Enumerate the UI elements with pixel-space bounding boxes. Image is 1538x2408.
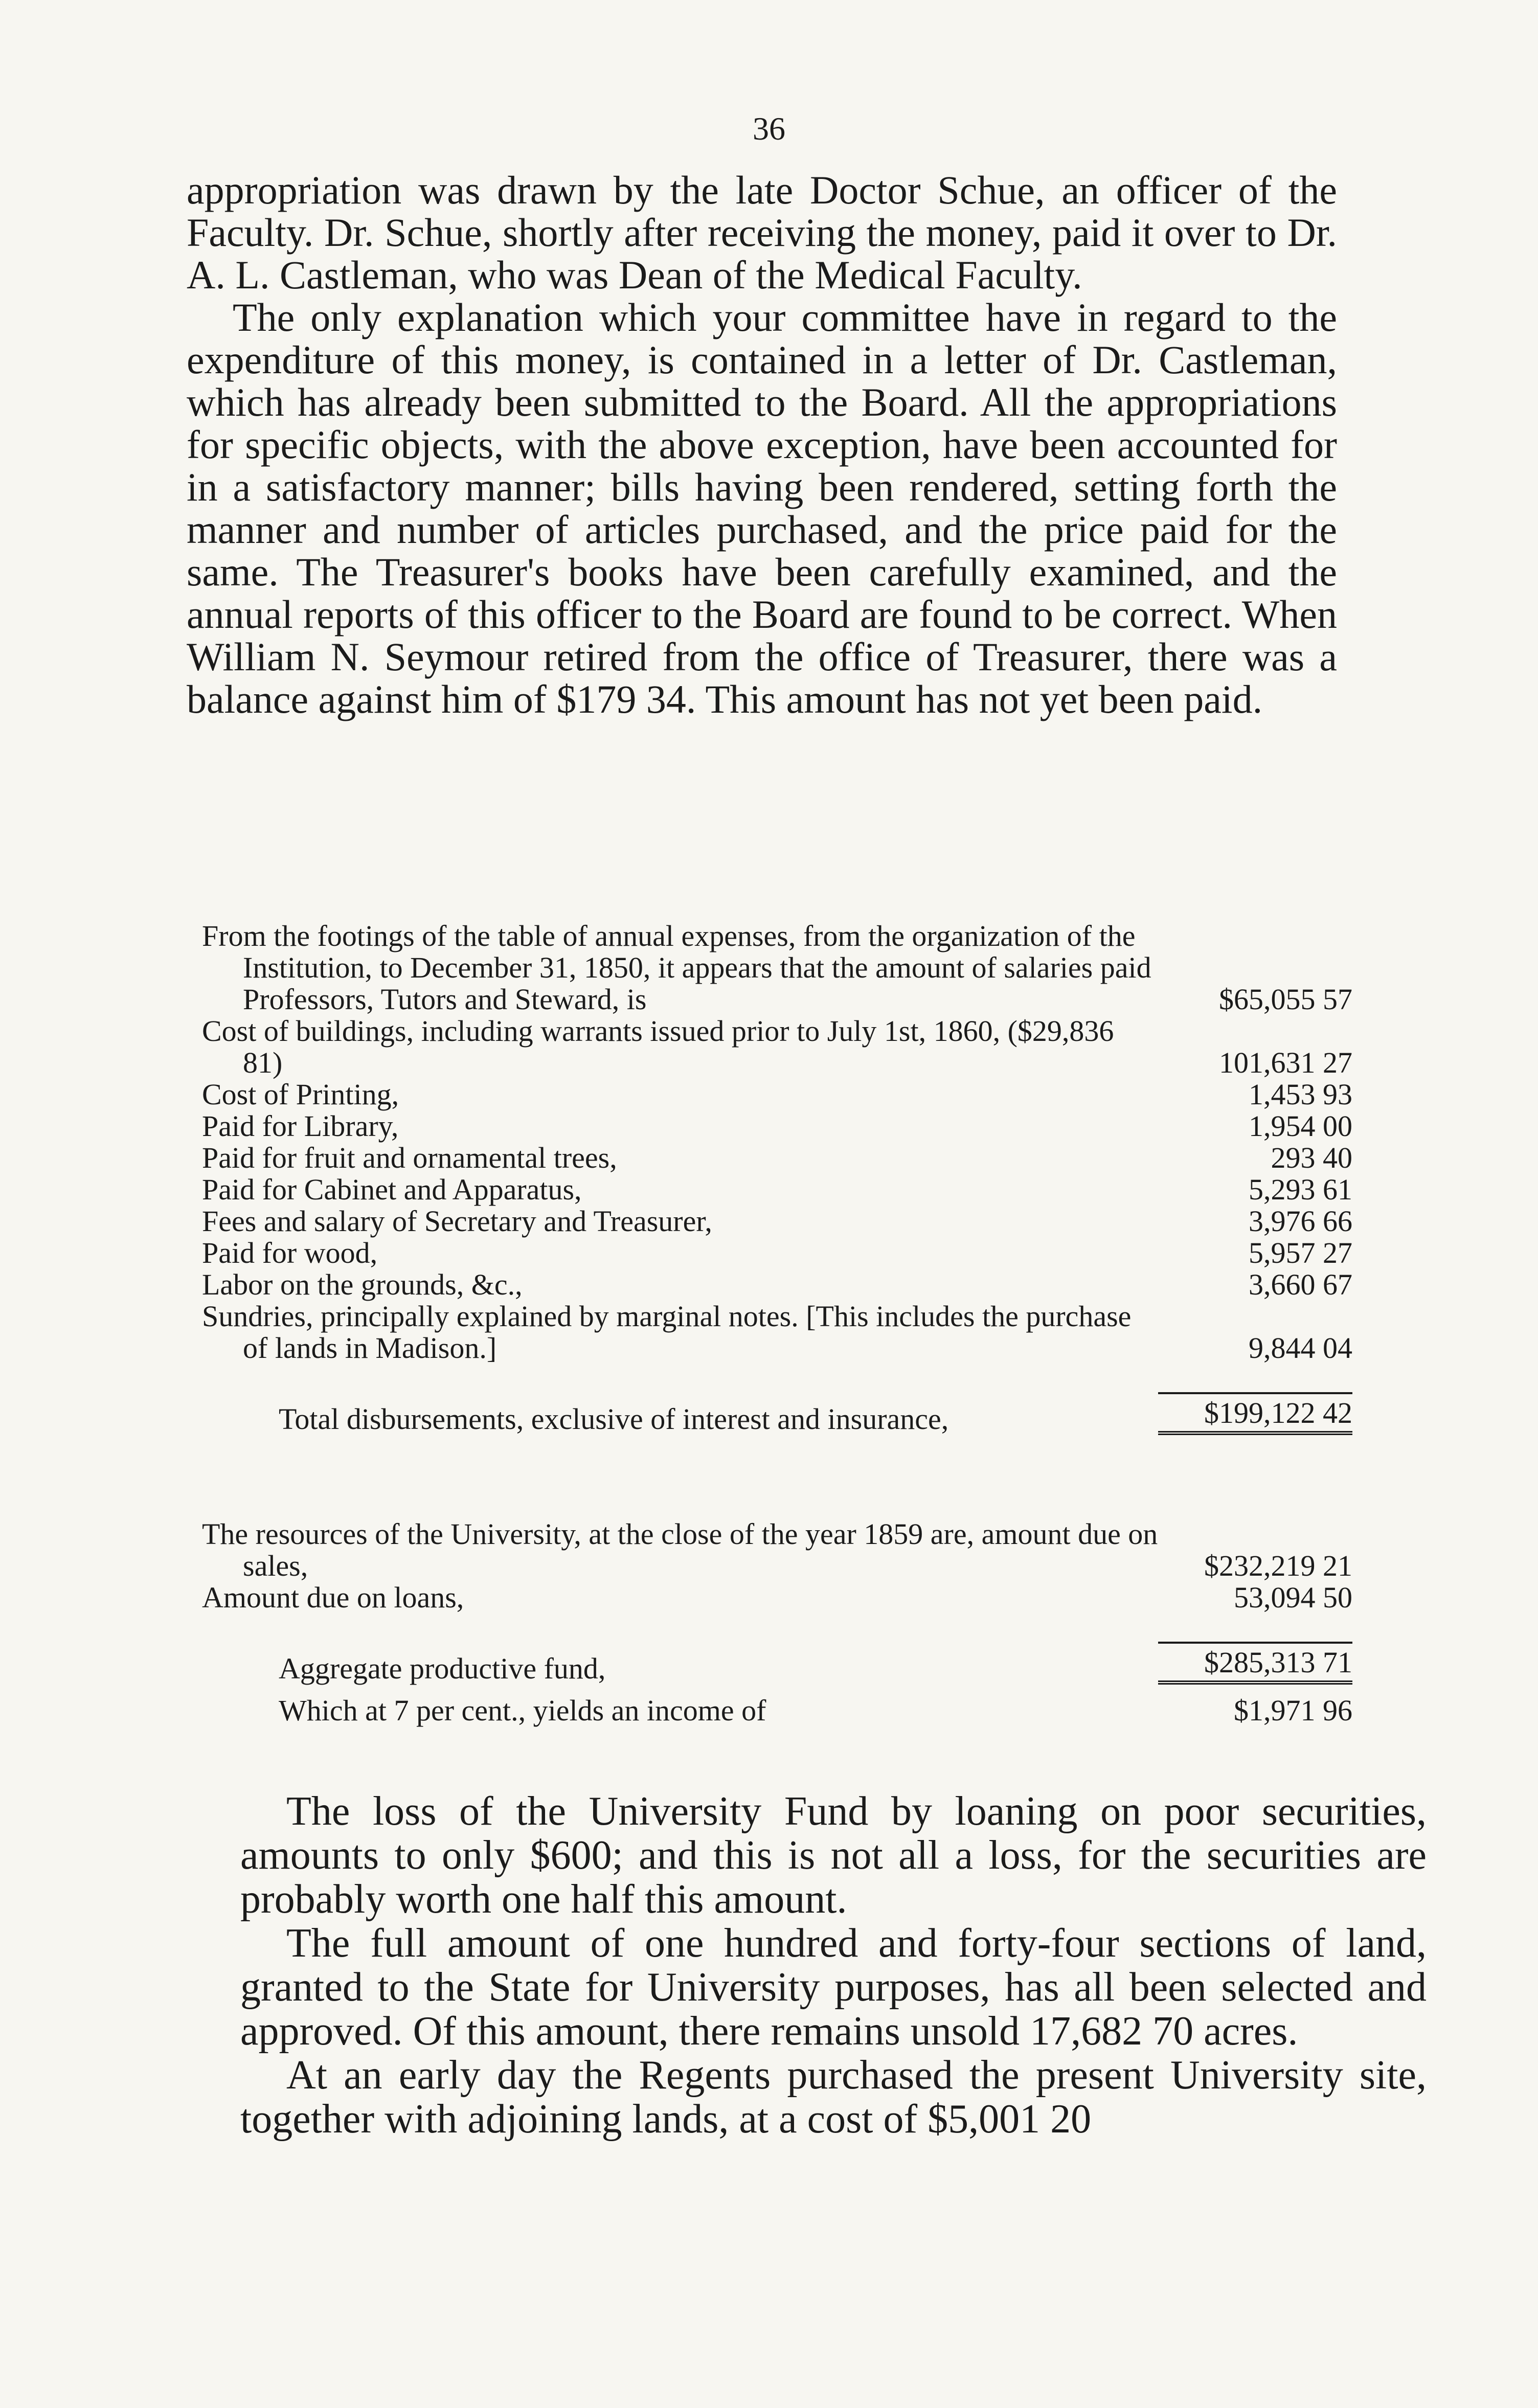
expense-row: [202, 1142, 1373, 1174]
expense-label: Paid for wood,: [202, 1236, 378, 1269]
expense-amount: 1,453 93: [1249, 1078, 1352, 1111]
expense-label: Labor on the grounds, &c.,: [202, 1268, 523, 1301]
resource-row: [202, 1582, 1373, 1614]
resource-label: Amount due on loans,: [202, 1581, 464, 1614]
expense-row: [202, 920, 1373, 1015]
expense-amount: $65,055 57: [1219, 983, 1352, 1016]
expense-label: Paid for fruit and ornamental trees,: [202, 1141, 617, 1174]
resource-amount: $232,219 21: [1204, 1549, 1352, 1582]
aggregate-fund-amount: $285,313 71: [1158, 1642, 1352, 1685]
resource-amount: 53,094 50: [1234, 1581, 1352, 1614]
aggregate-fund-row: [202, 1642, 1373, 1685]
total-disbursements-amount: $199,122 42: [1158, 1392, 1352, 1435]
expenses-statement: [202, 920, 1373, 1435]
expense-label: Cost of Printing,: [202, 1078, 399, 1111]
expense-label: Paid for Library,: [202, 1109, 399, 1143]
expense-amount: 3,660 67: [1249, 1268, 1352, 1301]
resource-label: The resources of the University, at the close of the year 1859 are, amount due on sales,: [202, 1517, 1158, 1582]
expense-label: From the footings of the table of annual expenses, from the organization of the Institution, to December 31, 1850, it appears that the amount of salaries paid Professors, Tutors and Steward, is: [202, 919, 1151, 1016]
paragraph-continuation: appropriation was drawn by the late Doctor Schue, an officer of the Faculty. Dr. Schue, shortly after receiving the money, paid it over to Dr. A. L. Castleman, who was Dean of the Medical Faculty.: [187, 168, 1337, 297]
page-number: 36: [753, 110, 785, 147]
expense-row: [202, 1206, 1373, 1237]
paragraph-loss: The loss of the University Fund by loaning on poor securities, amounts to only $600; and this is not all a loss, for the securities are probably worth one half this amount.: [240, 1789, 1427, 1922]
paragraph-land-grant: The full amount of one hundred and forty-four sections of land, granted to the State for University purposes, has all been selected and approved. Of this amount, there remains unsold 17,682 70 acres.: [240, 1921, 1427, 2054]
expense-label: Sundries, principally explained by marginal notes. [This includes the purchase of lands in Madison.]: [202, 1300, 1132, 1365]
expense-label: Fees and salary of Secretary and Treasurer,: [202, 1205, 712, 1238]
expense-amount: 9,844 04: [1249, 1331, 1352, 1365]
paragraph-explanation: The only explanation which your committee have in regard to the expenditure of this money, is contained in a letter of Dr. Castleman, which has already been submitted to the Board. All the appropriations for specific objects, with the above exception, have been accounted for in a satisfactory manner; bills having been rendered, setting forth the manner and number of articles purchased, and the price paid for the same. The Treasurer's books have been carefully examined, and the annual reports of this officer to the Board are found to be correct. When William N. Seymour retired from the office of Treasurer, there was a balance against him of $179 34. This amount has not yet been paid.: [187, 295, 1337, 721]
resource-row: [202, 1518, 1373, 1582]
closing-text: [240, 1789, 1427, 2141]
expense-row: [202, 1174, 1373, 1206]
expense-amount: 1,954 00: [1249, 1109, 1352, 1143]
income-row: [202, 1695, 1373, 1727]
paragraph-site-purchase: At an early day the Regents purchased the present University site, together with adjoining lands, at a cost of $5,001 20: [240, 2053, 1427, 2142]
aggregate-fund-label: Aggregate productive fund,: [279, 1652, 606, 1685]
expense-amount: 5,957 27: [1249, 1236, 1352, 1269]
income-amount: $1,971 96: [1234, 1694, 1352, 1727]
expense-amount: 293 40: [1271, 1141, 1352, 1174]
expense-amount: 5,293 61: [1249, 1173, 1352, 1206]
income-label: Which at 7 per cent., yields an income of: [279, 1694, 766, 1727]
expense-amount: 3,976 66: [1249, 1205, 1352, 1238]
expense-row: [202, 1301, 1373, 1364]
total-disbursements-label: Total disbursements, exclusive of interest and insurance,: [279, 1402, 949, 1436]
total-disbursements-row: [202, 1392, 1373, 1435]
expense-label: Paid for Cabinet and Apparatus,: [202, 1173, 582, 1206]
expense-amount: 101,631 27: [1219, 1046, 1352, 1079]
expense-label: Cost of buildings, including warrants issued prior to July 1st, 1860, ($29,836 81): [202, 1014, 1114, 1079]
expense-row: [202, 1110, 1373, 1142]
expense-row: [202, 1237, 1373, 1269]
expense-row: [202, 1015, 1373, 1079]
expense-row: [202, 1269, 1373, 1301]
resources-statement: [202, 1518, 1373, 1727]
expense-row: [202, 1079, 1373, 1110]
intro-text: [187, 169, 1337, 720]
